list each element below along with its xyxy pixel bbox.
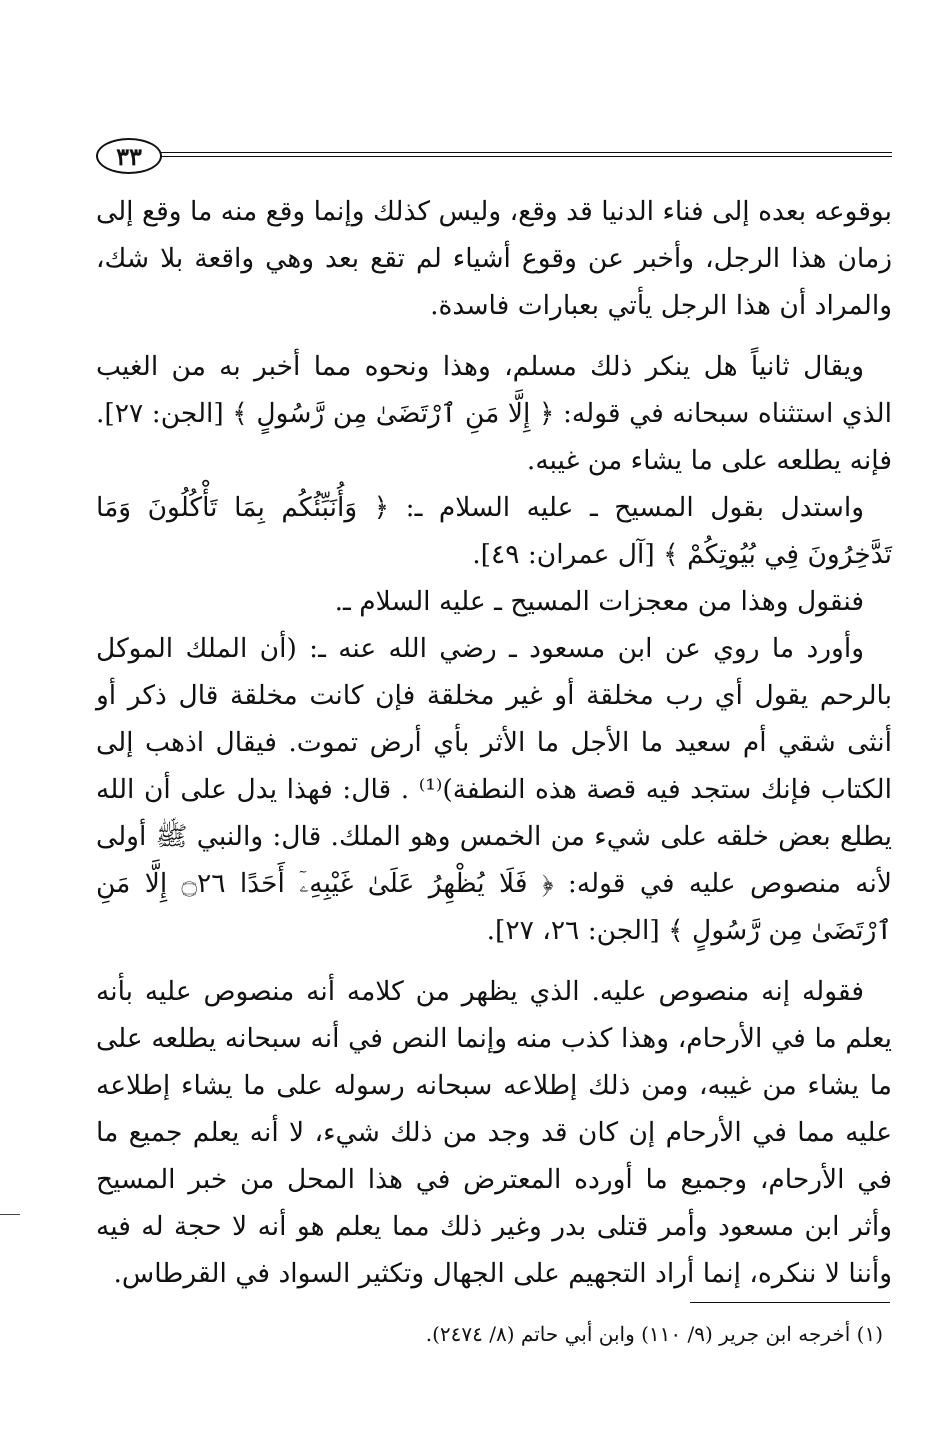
margin-mark	[0, 1214, 20, 1215]
footnote-divider	[690, 1302, 890, 1303]
paragraph: بوقوعه بعده إلى فناء الدنيا قد وقع، وليس كذلك وإنما وقع منه ما وقع إلى زمان هذا الرجل، وأخبر عن وقوع أشياء لم تقع بعد وهي واقعة بلا شك، والمراد أن هذا الرجل يأتي بعبارات فاسدة.	[96, 196, 892, 321]
page-header	[96, 138, 892, 178]
main-text	[96, 188, 892, 1289]
paragraph: فنقول وهذا من معجزات المسيح ـ عليه السلام ـ.	[334, 586, 864, 617]
page-number: ٣٣	[96, 138, 162, 174]
header-rule-line	[160, 152, 892, 153]
paragraph: وأورد ما روي عن ابن مسعود ـ رضي الله عنه ـ: (أن الملك الموكل بالرحم يقول أي رب مخلقة أو غير مخلقة فإن كانت مخلقة قال ذكر أو أنثى شقي أم سعيد ما الأجل ما الأثر بأي أرض تموت. فيقال اذهب إلى الكتاب فإنك ستجد فيه قصة هذه النطفة)⁽¹⁾ . قال: فهذا يدل على أن الله يطلع بعض خلقه على شيء من الخمس وهو الملك. قال: والنبي ﷺ أولى لأنه منصوص عليه في قوله: ﴿ فَلَا يُظْهِرُ عَلَىٰ غَيْبِهِۦٓ أَحَدًا ۝٢٦ إِلَّا مَنِ ٱرْتَضَىٰ مِن رَّسُولٍ ﴾ [الجن: ٢٦، ٢٧].	[96, 633, 892, 946]
header-double-rule	[160, 152, 892, 160]
header-rule-line	[160, 156, 892, 157]
paragraph: ويقال ثانياً هل ينكر ذلك مسلم، وهذا ونحوه مما أخبر به من الغيب الذي استثناه سبحانه في قوله: ﴿ إِلَّا مَنِ ٱرْتَضَىٰ مِن رَّسُولٍ ﴾ [الجن: ٢٧]. فإنه يطلعه على ما يشاء من غيبه.	[96, 351, 892, 476]
paragraph: واستدل بقول المسيح ـ عليه السلام ـ: ﴿ وَأُنَبِّئُكُم بِمَا تَأْكُلُونَ وَمَا تَدَّخِرُونَ فِي بُيُوتِكُمْ ﴾ [آل عمران: ٤٩].	[96, 492, 892, 570]
footnote: (١) أخرجه ابن جرير (٩/ ١١٠) وابن أبي حاتم (٨/ ٢٤٧٤).	[425, 1322, 883, 1346]
paragraph: فقوله إنه منصوص عليه. الذي يظهر من كلامه أنه منصوص عليه بأنه يعلم ما في الأرحام، وهذا كذب منه وإنما النص في أنه سبحانه يطلعه على ما يشاء من غيبه، ومن ذلك إطلاعه سبحانه رسوله على ما يشاء إطلاعه عليه مما في الأرحام إن كان قد وجد من ذلك شيء، لا أنه يعلم جميع ما في الأرحام، وجميع ما أورده المعترض في هذا المحل من خبر المسيح وأثر ابن مسعود وأمر قتلى بدر وغير ذلك مما يعلم هو أنه لا حجة له فيه وأننا لا ننكره، إنما أراد التجهيم على الجهال وتكثير السواد في القرطاس.	[96, 976, 892, 1289]
